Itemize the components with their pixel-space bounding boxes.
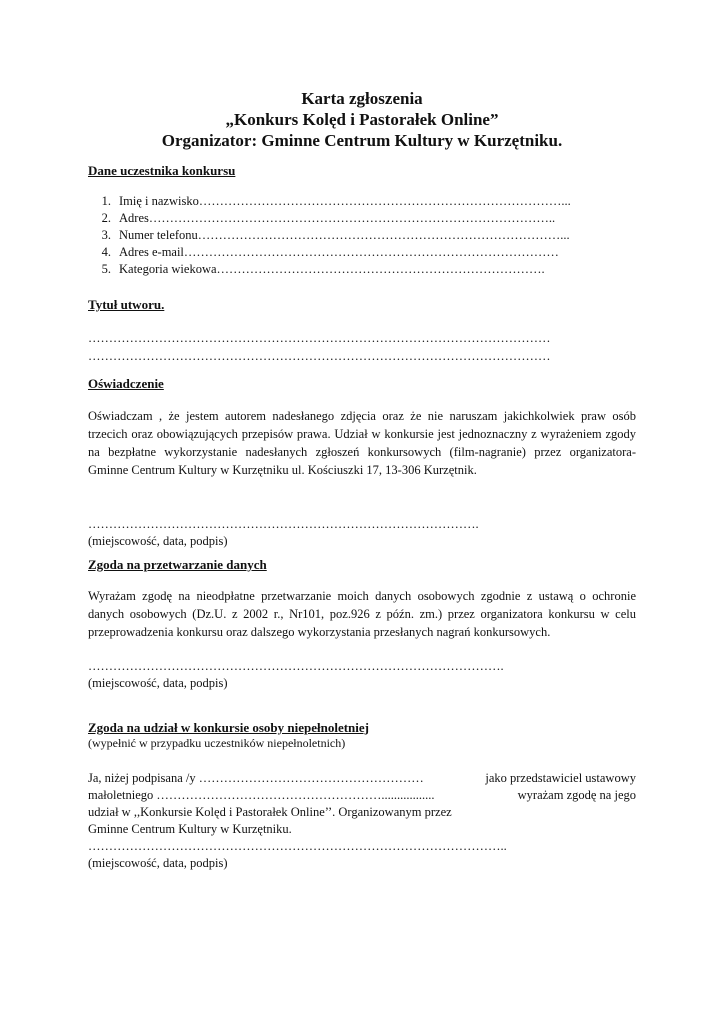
minor-consent-subtitle: (wypełnić w przypadku uczestników niepełnoletnich)	[88, 736, 346, 750]
contest-name: „Konkurs Kolęd i Pastorałek Online”	[225, 110, 499, 129]
field-label: Adres……………………………………………………………………………………..	[119, 211, 556, 225]
work-title-heading: Tytuł utworu.	[88, 297, 165, 312]
statement-signature-label: (miejscowość, data, podpis)	[88, 534, 228, 548]
statement-signature-line: ………………………………………………………………………………….	[88, 517, 479, 531]
minor-consent-section	[88, 720, 636, 872]
minor-line-4: Gminne Centrum Kultury w Kurzętniku.	[88, 822, 292, 836]
minor-signature-line: ………………………………………………………………………………………..	[88, 839, 507, 853]
field-label: Kategoria wiekowa…………………………………………………………………….	[119, 262, 545, 276]
list-number: 4.	[101, 245, 111, 259]
participant-fields-list	[88, 193, 636, 278]
representative-text: jako przedstawiciel ustawowy	[485, 771, 636, 785]
consent-signature-line: ……………………………………………………………………………………….	[88, 659, 504, 673]
minor-signature-label: (miejscowość, data, podpis)	[88, 856, 228, 870]
field-email	[88, 244, 636, 261]
field-address	[88, 210, 636, 227]
consent-section	[88, 557, 636, 692]
statement-text: Oświadczam , że jestem autorem nadesłanego zdjęcia oraz że nie naruszam jakichkolwiek praw osób trzecich oraz obowiązujących przepisów prawa. Udział w konkursie jest jednoznaczny z wyrażeniem zgody na bezpłatne wykorzystanie nadesłanych zgłoszeń konkursowych (film-nagranie) przez organizatora- Gminne Centrum Kultury w Kurzętniku ul. Kościuszki 17, 13-306 Kurzętnik.	[88, 409, 636, 477]
consent-text: Wyrażam zgodę na nieodpłatne przetwarzanie moich danych osobowych zgodnie z ustawą o ochronie danych osobowych (Dz.U. z 2002 r., Nr101, poz.926 z późn. zm.) przez organizatora konkursu w celu przeprowadzenia konkursu oraz dalszego wykorzystania przesłanych nagrań konkursowych.	[88, 589, 636, 639]
work-title-line-1: …………………………………………………………………………………………………	[88, 331, 551, 345]
statement-section	[88, 376, 636, 550]
minor-name-field: małoletniego ……………………………………………….................	[88, 788, 435, 802]
field-name	[88, 193, 636, 210]
form-title: Karta zgłoszenia	[301, 89, 423, 108]
minor-consent-heading: Zgoda na udział w konkursie osoby niepełnoletniej	[88, 720, 369, 735]
participant-section	[88, 163, 636, 278]
field-label: Numer telefonu……………………………………………………………………………...	[119, 228, 570, 242]
organizer-line: Organizator: Gminne Centrum Kultury w Kurzętniku.	[161, 131, 563, 150]
consent-signature-label: (miejscowość, data, podpis)	[88, 676, 228, 690]
list-number: 3.	[101, 228, 111, 242]
signer-name-field: Ja, niżej podpisana /y ………………………………………………	[88, 771, 424, 785]
participant-section-title: Dane uczestnika konkursu	[88, 163, 236, 178]
field-label: Imię i nazwisko……………………………………………………………………………...	[119, 194, 571, 208]
minor-line-2	[88, 787, 636, 804]
consent-text-fragment: wyrażam zgodę na jego	[517, 788, 636, 802]
minor-line-1	[88, 770, 636, 787]
statement-heading: Oświadczenie	[88, 376, 164, 391]
field-label: Adres e-mail………………………………………………………………………………	[119, 245, 559, 259]
list-number: 1.	[101, 194, 111, 208]
list-number: 5.	[101, 262, 111, 276]
work-title-section	[88, 297, 636, 365]
work-title-line-2: …………………………………………………………………………………………………	[88, 349, 551, 363]
field-age-category	[88, 261, 636, 278]
form-header	[0, 88, 724, 151]
consent-heading: Zgoda na przetwarzanie danych	[88, 557, 267, 572]
list-number: 2.	[101, 211, 111, 225]
minor-line-3: udział w ,,Konkursie Kolęd i Pastorałek Online’’. Organizowanym przez	[88, 805, 452, 819]
field-phone	[88, 227, 636, 244]
